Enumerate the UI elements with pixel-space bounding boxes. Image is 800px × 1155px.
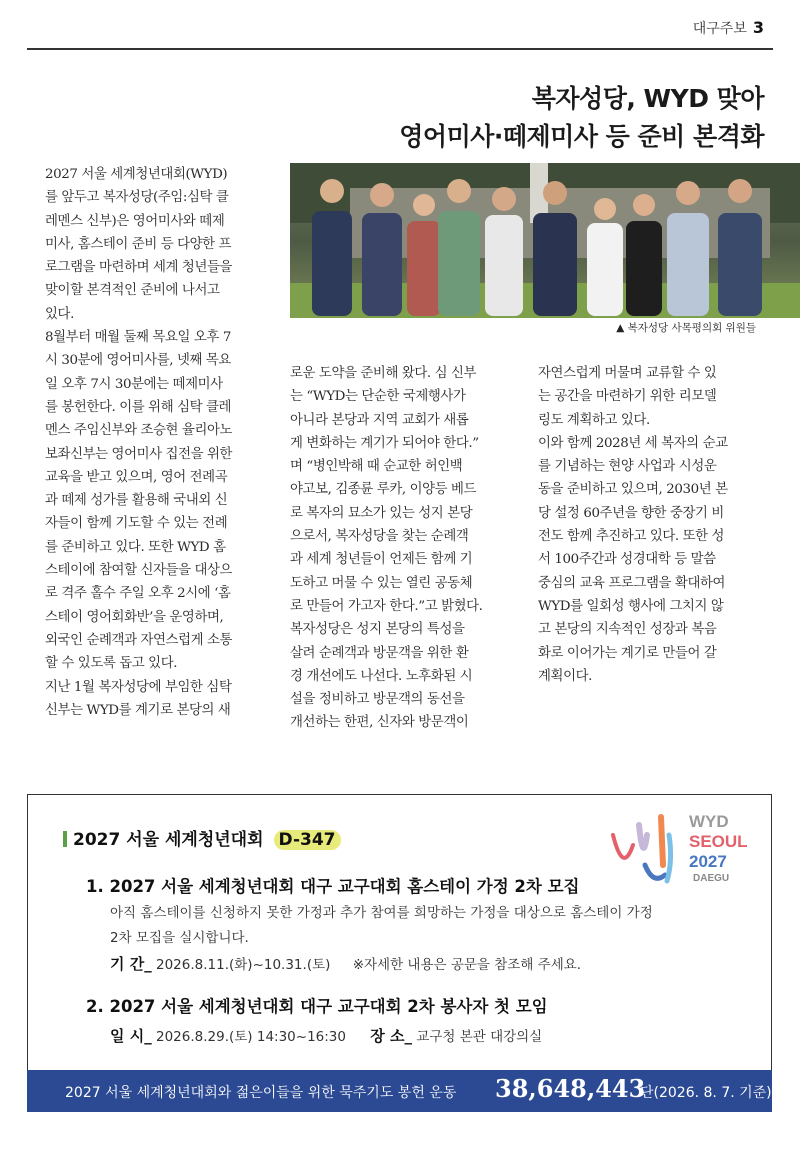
notice-title [63, 825, 341, 850]
place-value: 교구청 본관 대강의실 [411, 1029, 543, 1045]
paragraph: 지난 1월 복자성당에 부임한 심탁 신부는 WYD를 계기로 본당의 새 [45, 679, 232, 718]
header-divider [27, 48, 773, 50]
notice-item-2 [86, 993, 706, 1046]
notice-item-1 [86, 873, 706, 974]
logo-sub-text: DAEGU [693, 873, 730, 884]
rosary-count-unit: 단(2026. 8. 7. 기준) [640, 1085, 772, 1101]
article-column-2 [290, 362, 516, 735]
paragraph: 이와 함께 2028년 세 복자의 순교 를 기념하는 현양 사업과 시성운 동을 준비하고 있으며, 2030년 본 당 설정 60주년을 향한 중장기 비 전도 함께 추진하고 있다. 또한 성 서 100주간과 성경대학 등 말씀 중심의 교육 프로그램을 확대하여 WYD를 일회성 행사에 그치지 않 고 본당의 지속적인 성장과 복음 화로 이어가는 계기로 만들어 갈 계획이다. [538, 435, 728, 684]
logo-year-text: 2027 [689, 852, 727, 871]
article-column-3 [538, 362, 764, 688]
date-label: 일 시_ [110, 1027, 152, 1045]
paragraph: 복자성당은 성지 본당의 특성을 살려 순례객과 방문객을 위한 환 경 개선에도 나선다. 노후화된 시 설을 정비하고 방문객의 동선을 개선하는 한편, 신자와 방문객이 [290, 622, 473, 731]
period-value: 2026.8.11.(화)~10.31.(토) [151, 957, 331, 973]
paragraph: 2027 서울 세계청년대회(WYD) 를 앞두고 복자성당(주임:심탁 클 레멘스 신부)은 영어미사와 떼제 미사, 홈스테이 준비 등 다양한 프 로그램을 마련하며 세계 청년들을 맞이할 본격적인 준비에 나서고 있다. [45, 167, 233, 322]
publication-name: 대구주보 [692, 21, 747, 37]
period-label: 기 간_ [110, 955, 152, 973]
title-marker-icon [63, 831, 67, 847]
item-title: 1. 2027 서울 세계청년대회 대구 교구대회 홈스테이 가정 2차 모집 [86, 877, 580, 896]
item-period [86, 953, 706, 974]
rosary-campaign-bar [27, 1070, 772, 1112]
date-value: 2026.8.29.(토) 14:30~16:30 [151, 1029, 346, 1045]
page-number: 3 [752, 18, 764, 37]
headline-line-1: 복자성당, WYD 맞아 [531, 84, 764, 113]
photo-caption: ▲ 복자성당 사목평의회 위원들 [616, 322, 756, 334]
period-note: ※자세한 내용은 공문을 참조해 주세요. [352, 957, 582, 973]
headline-line-2: 영어미사·떼제미사 등 준비 본격화 [399, 122, 764, 151]
rosary-count: 38,648,443 [495, 1074, 646, 1103]
photo-illustration [290, 163, 800, 318]
page-header [0, 0, 800, 52]
article-headline [399, 80, 764, 156]
paragraph: 자연스럽게 머물며 교류할 수 있 는 공간을 마련하기 위한 리모델 링도 계획하고 있다. [538, 366, 717, 428]
paragraph: 8월부터 매월 둘째 목요일 오후 7 시 30분에 영어미사를, 넷째 목요 일 오후 7시 30분에는 떼제미사 를 봉헌한다. 이를 위해 심탁 클레 멘스 주임신부와 조승현 율리아노 보좌신부는 영어미사 집전을 위한 교육을 받고 있으며, 영어 전례곡 과 떼제 성가를 활용해 국내외 신 자들이 함께 기도할 수 있는 전례 를 준비하고 있다. 또한 WYD 홈 스테이에 참여할 신자들을 대상으 로 격주 홀수 주일 오후 2시에 ‘홈 스테이 영어회화반’을 운영하며, 외국인 순례객과 자연스럽게 소통 할 수 있도록 돕고 있다. [45, 330, 233, 672]
item-title: 2. 2027 서울 세계청년대회 대구 교구대회 2차 봉사자 첫 모임 [86, 997, 548, 1016]
dday-badge: D-347 [274, 830, 341, 850]
item-body: 아직 홈스테이를 신청하지 못한 가정과 추가 참여를 희망하는 가정을 대상으로 홈스테이 가정 2차 모집을 실시합니다. [110, 905, 653, 946]
logo-wyd-text: WYD [689, 812, 729, 831]
notice-title-text: 2027 서울 세계청년대회 [73, 830, 264, 850]
paragraph: 로운 도약을 준비해 왔다. 심 신부 는 “WYD는 단순한 국제행사가 아니라 본당과 지역 교회가 새롭 게 변화하는 계기가 되어야 한다.” 며 “병인박해 때 순교한 허인백 야고보, 김종륜 루카, 이양등 베드 로 복자의 묘소가 있는 성지 본당 으로서, 복자성당을 찾는 순례객 과 세계 청년들이 언제든 함께 기 도하고 머물 수 있는 열린 공동체 로 만들어 가고자 한다.”고 밝혔다. [290, 366, 483, 614]
wyd-notice-box [27, 794, 772, 1112]
campaign-label: 2027 서울 세계청년대회와 젊은이들을 위한 묵주기도 봉헌 운동 [65, 1085, 457, 1101]
article-column-1 [45, 163, 273, 722]
header-title [693, 18, 764, 38]
item-schedule [86, 1025, 706, 1046]
logo-city-text: SEOUL [689, 832, 748, 851]
place-label: 장 소_ [370, 1027, 412, 1045]
group-photo [290, 163, 800, 318]
